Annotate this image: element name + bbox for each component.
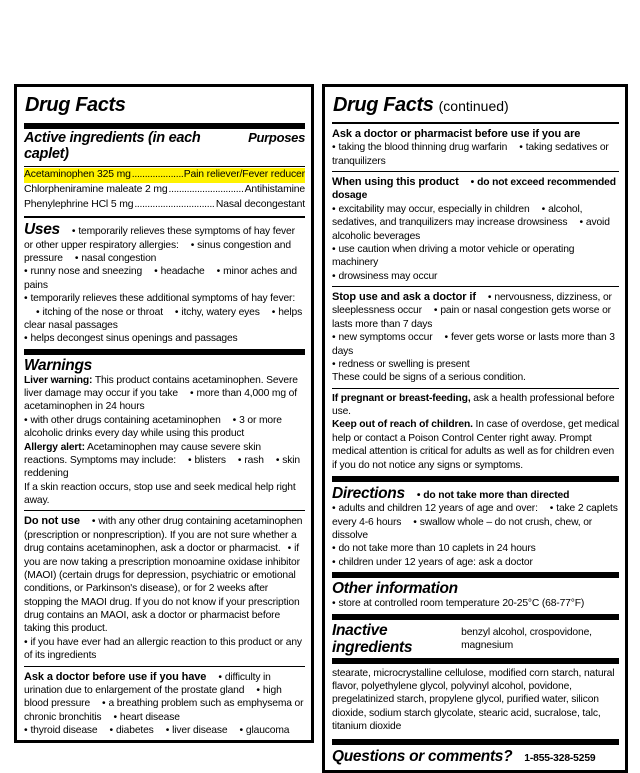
divider bbox=[332, 171, 619, 172]
allergy-alert-text: Acetaminophen may cause severe skin reactions. Symptoms may include: bbox=[24, 441, 261, 466]
uses-heading: Uses bbox=[24, 221, 60, 239]
page-title-main: Drug Facts bbox=[333, 94, 434, 116]
allergy-alert-tail: If a skin reaction occurs, stop use and seek medical help right away. bbox=[24, 481, 296, 507]
ask-doctor-bullet: • thyroid disease bbox=[24, 725, 97, 736]
drug-facts-panel-left bbox=[14, 84, 314, 743]
other-information-bullet: • store at controlled room temperature 20-25°C (68-77°F) bbox=[332, 598, 584, 609]
divider bbox=[332, 388, 619, 389]
page-title: Drug Facts bbox=[25, 94, 126, 116]
ask-doctor-bullet: • liver disease bbox=[166, 725, 228, 736]
inactive-ingredients-heading: Inactive ingredients bbox=[332, 621, 413, 656]
when-using-bullet: • excitability may occur, especially in children bbox=[332, 204, 530, 215]
stop-use-tail: These could be signs of a serious condition. bbox=[332, 372, 526, 384]
when-using-bullet: • alcohol, sedatives, and tranquilizers may increase drowsiness bbox=[332, 204, 582, 228]
page-title-continued bbox=[332, 90, 619, 120]
divider bbox=[24, 666, 305, 667]
divider bbox=[24, 349, 305, 355]
keep-out-of-reach-text: In case of overdose, get medical help or contact a Poison Control Center right away. Prompt medical attention is critical for adults as well as for children even if you do not notice any signs or symptoms. bbox=[332, 419, 619, 471]
divider bbox=[24, 166, 305, 167]
warnings-heading: Warnings bbox=[24, 356, 92, 374]
leader-dots bbox=[132, 168, 183, 183]
liver-warning-label: Liver warning: bbox=[24, 374, 93, 386]
allergy-bullet: • skin reddening bbox=[24, 455, 300, 479]
pregnancy-keepout-section bbox=[332, 392, 619, 472]
leader-dots bbox=[134, 198, 215, 213]
uses-bullet: • sinus congestion and pressure bbox=[24, 240, 291, 264]
warnings-section bbox=[24, 357, 305, 508]
directions-heading: Directions bbox=[332, 484, 405, 502]
uses-bullet: • helps decongest sinus openings and passages bbox=[24, 333, 238, 344]
inactive-ingredients-rest: stearate, microcrystalline cellulose, modified corn starch, natural flavor, polyethylene glycol, polyvinyl alcohol, povidone, pregelatinized starch, propylene glycol, purified water, silicon dioxide, sodium starch glycolate, stearic acid, sucralose, talc, titanium dioxide bbox=[332, 667, 615, 733]
ask-doctor-before-use-heading: Ask a doctor before use if you have bbox=[24, 670, 207, 683]
allergy-alert bbox=[24, 441, 305, 508]
inactive-ingredients-first-line: benzyl alcohol, crospovidone, magnesium bbox=[461, 626, 592, 651]
uses-text: • temporarily relieves these symptoms of hay fever or other upper respiratory allergies: bbox=[24, 226, 295, 250]
ask-doctor-bullet: • high blood pressure bbox=[24, 685, 282, 709]
ingredient-name: Chlorpheniramine maleate 2 mg bbox=[24, 183, 168, 195]
table-row bbox=[24, 183, 305, 198]
pregnancy-text: ask a health professional before use. bbox=[332, 392, 615, 418]
stop-use-bullet: • nervousness, dizziness, or sleeplessness occur bbox=[332, 292, 612, 316]
questions-heading: Questions or comments? bbox=[332, 747, 513, 765]
ingredient-purpose: Pain reliever/Fever reducer bbox=[183, 169, 305, 180]
divider bbox=[24, 510, 305, 511]
liver-warning-bullet: • with other drugs containing acetaminophen bbox=[24, 415, 221, 426]
ask-doctor-before-use-section bbox=[24, 670, 305, 738]
divider bbox=[332, 658, 619, 664]
do-not-use-heading: Do not use bbox=[24, 515, 80, 528]
page-title-suffix: (continued) bbox=[438, 98, 509, 114]
ingredient-name: Acetaminophen 325 mg bbox=[24, 169, 131, 180]
other-information-heading: Other information bbox=[332, 580, 458, 598]
directions-bullet: • do not take more than 10 caplets in 24 hours bbox=[332, 543, 536, 554]
drug-facts-panel-right bbox=[322, 84, 628, 773]
uses-bullet: • itching of the nose or throat bbox=[36, 307, 163, 318]
liver-warning-bullet: • 3 or more alcoholic drinks every day while using this product bbox=[24, 415, 282, 439]
allergy-alert-label: Allergy alert: bbox=[24, 441, 85, 453]
stop-use-bullet: • pain or nasal congestion gets worse or lasts more than 7 days bbox=[332, 305, 611, 329]
do-not-use-bullet: • if you have ever had an allergic reaction to this product or any of its ingredients bbox=[24, 637, 302, 661]
uses-bullet: • nasal congestion bbox=[75, 253, 156, 264]
ingredient-purpose: Antihistamine bbox=[244, 183, 305, 195]
divider bbox=[332, 476, 619, 482]
uses-bullet: • helps clear nasal passages bbox=[24, 307, 302, 331]
directions-bullet: • adults and children 12 years of age and over: bbox=[332, 503, 538, 514]
stop-use-section bbox=[332, 290, 619, 385]
do-not-use-section bbox=[24, 514, 305, 662]
when-using-bullet: • avoid alcoholic beverages bbox=[332, 217, 610, 241]
stop-use-heading: Stop use and ask a doctor if bbox=[332, 291, 476, 304]
divider bbox=[332, 739, 619, 745]
ask-doctor-bullet: • heart disease bbox=[113, 712, 179, 723]
when-using-bullet: • drowsiness may occur bbox=[332, 271, 437, 282]
when-using-section bbox=[332, 175, 619, 283]
ask-pharmacist-bullet: • taking sedatives or tranquilizers bbox=[332, 142, 609, 166]
directions-bullet: • children under 12 years of age: ask a doctor bbox=[332, 557, 533, 568]
do-not-use-bullet: • with any other drug containing acetaminophen (prescription or nonprescription). If you are not sure whether a drug contains acetaminophen, ask a doctor or pharmacist. bbox=[24, 516, 302, 554]
divider bbox=[332, 286, 619, 287]
uses-section bbox=[24, 221, 305, 345]
directions-bullet: • take 2 caplets every 4-6 hours bbox=[332, 503, 618, 527]
stop-use-bullet: • fever gets worse or lasts more than 3 days bbox=[332, 332, 615, 356]
divider bbox=[332, 572, 619, 578]
liver-warning-text: This product contains acetaminophen. Severe liver damage may occur if you take bbox=[24, 374, 298, 400]
pregnancy-label: If pregnant or breast-feeding, bbox=[332, 392, 471, 404]
directions-bullet: • swallow whole – do not crush, chew, or dissolve bbox=[332, 517, 592, 541]
questions-phone[interactable]: 1-855-328-5259 bbox=[524, 752, 596, 764]
ingredient-name: Phenylephrine HCl 5 mg bbox=[24, 198, 134, 210]
purposes-heading: Purposes bbox=[248, 130, 305, 145]
when-using-bullet: • do not exceed recommended dosage bbox=[332, 177, 616, 201]
allergy-bullet: • rash bbox=[238, 455, 264, 466]
ask-doctor-bullet: • glaucoma bbox=[239, 725, 289, 736]
do-not-use-bullet: • if you are now taking a prescription monoamine oxidase inhibitor (MAOI) (certain drugs for depression, psychiatric or emotional conditions, or Parkinson's disease), or for 2 weeks after stopping the MAOI drug. If you do not know if your prescription drug contains an MAOI, ask a doctor or pharmacist before taking this product. bbox=[24, 543, 300, 634]
active-ingredients-heading: Active ingredients (in each caplet) bbox=[24, 130, 201, 162]
keep-out-of-reach-label: Keep out of reach of children. bbox=[332, 419, 473, 431]
inactive-ingredients-section bbox=[332, 622, 619, 656]
other-information-section bbox=[332, 580, 619, 610]
when-using-bullet: • use caution when driving a motor vehicle or operating machinery bbox=[332, 244, 574, 268]
stop-use-bullet: • redness or swelling is present bbox=[332, 359, 470, 370]
divider bbox=[332, 122, 619, 124]
leader-dots bbox=[169, 183, 244, 198]
active-ingredients-header bbox=[24, 129, 305, 164]
uses-bullet: • temporarily relieves these additional symptoms of hay fever: bbox=[24, 293, 295, 304]
stop-use-bullet: • new symptoms occur bbox=[332, 332, 432, 343]
ask-doctor-pharmacist-heading: Ask a doctor or pharmacist before use if you are bbox=[332, 128, 581, 140]
uses-bullet: • headache bbox=[154, 266, 205, 277]
directions-section bbox=[332, 485, 619, 569]
ingredient-purpose: Nasal decongestant bbox=[215, 198, 305, 210]
divider bbox=[24, 216, 305, 218]
divider bbox=[332, 614, 619, 620]
uses-bullet: • minor aches and pains bbox=[24, 266, 297, 290]
questions-section bbox=[332, 748, 619, 767]
table-row bbox=[24, 198, 305, 213]
allergy-bullet: • blisters bbox=[188, 455, 226, 466]
liver-warning bbox=[24, 374, 305, 441]
table-row bbox=[24, 168, 305, 183]
ask-doctor-bullet: • a breathing problem such as emphysema or chronic bronchitis bbox=[24, 698, 303, 722]
ask-doctor-bullet: • difficulty in urination due to enlargement of the prostate gland bbox=[24, 672, 271, 696]
uses-bullet: • itchy, watery eyes bbox=[175, 307, 260, 318]
liver-warning-bullet: • more than 4,000 mg of acetaminophen in 24 hours bbox=[24, 388, 297, 412]
uses-bullet: • runny nose and sneezing bbox=[24, 266, 142, 277]
ask-doctor-pharmacist-section bbox=[332, 127, 619, 168]
ask-doctor-bullet: • diabetes bbox=[109, 725, 153, 736]
directions-bullet: • do not take more than directed bbox=[417, 490, 569, 501]
ask-pharmacist-bullet: • taking the blood thinning drug warfarin bbox=[332, 142, 507, 153]
when-using-heading: When using this product bbox=[332, 176, 459, 189]
